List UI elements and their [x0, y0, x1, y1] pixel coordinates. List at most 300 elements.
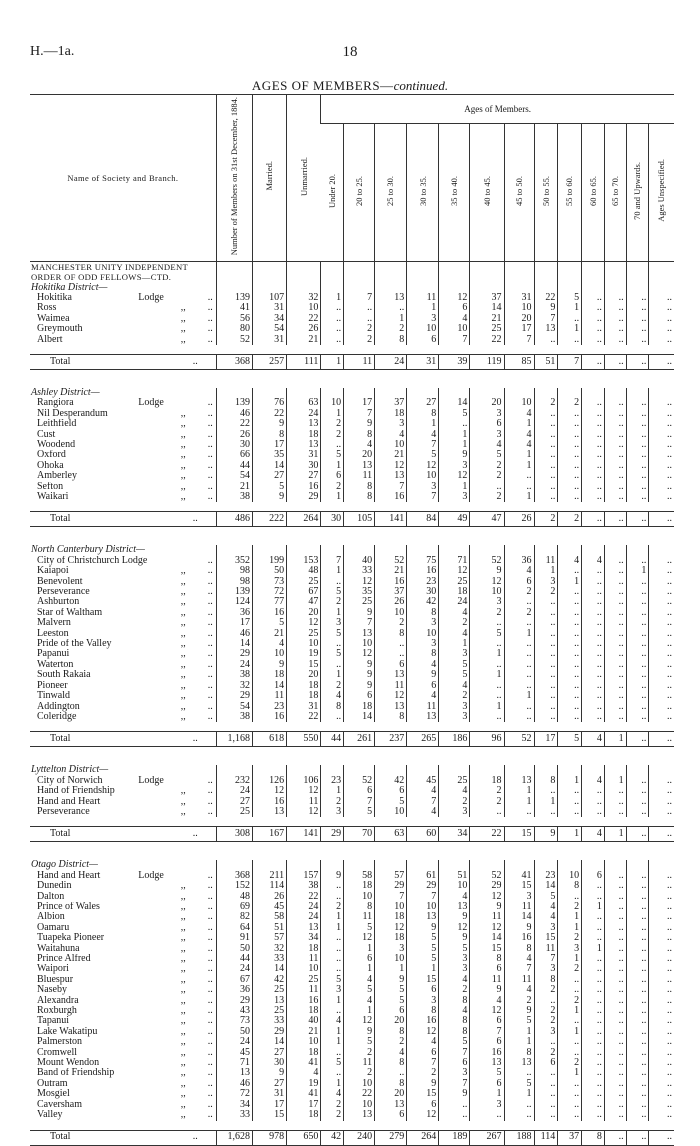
value-cell: 2 [375, 324, 407, 334]
total-cell: 9 [534, 827, 558, 842]
value-cell: 37 [470, 293, 504, 303]
value-cell: .. [649, 324, 674, 334]
value-cell: 34 [216, 1100, 252, 1110]
total-cell: 2 [534, 512, 558, 527]
empty-cell [504, 860, 534, 870]
value-cell: 1 [321, 608, 344, 618]
spacer-cell [30, 1121, 674, 1131]
value-cell: .. [534, 691, 558, 701]
leader-dots: .. [192, 355, 198, 367]
value-cell: .. [582, 1068, 605, 1078]
table-title [0, 78, 700, 94]
value-cell: 10 [344, 1100, 375, 1110]
value-cell: .. [558, 1110, 582, 1120]
value-cell: .. [582, 440, 605, 450]
empty-cell [470, 272, 504, 282]
table-row [30, 712, 674, 722]
value-cell: 5 [470, 1068, 504, 1078]
ditto-mark: ,, [180, 806, 186, 817]
value-cell: .. [534, 335, 558, 345]
value-cell: 10 [375, 608, 407, 618]
value-cell: 27 [287, 471, 321, 481]
value-cell: 7 [407, 797, 439, 807]
value-cell: 6 [321, 471, 344, 481]
empty-cell [470, 860, 504, 870]
value-cell: 1 [504, 1027, 534, 1037]
value-cell: .. [604, 335, 626, 345]
value-cell: 13 [407, 912, 439, 922]
total-cell: 8 [582, 1130, 605, 1145]
value-cell: 26 [253, 892, 287, 902]
total-label [30, 827, 216, 842]
table-row [30, 902, 674, 912]
value-cell: 2 [439, 985, 470, 995]
value-cell: 2 [534, 1016, 558, 1026]
ditto-mark: ,, [180, 324, 186, 335]
branch-label: Waikari [37, 492, 69, 503]
value-cell: 157 [287, 871, 321, 881]
value-cell: 9 [407, 923, 439, 933]
value-cell: 3 [439, 807, 470, 817]
value-cell: .. [534, 639, 558, 649]
value-cell: 13 [375, 293, 407, 303]
leader-dots: .. [207, 1068, 213, 1079]
value-cell: .. [558, 670, 582, 680]
column-header-age: 25 to 30. [375, 124, 407, 262]
value-cell: .. [649, 409, 674, 419]
value-cell: 26 [216, 430, 252, 440]
value-cell: 10 [470, 587, 504, 597]
empty-cell [216, 388, 252, 398]
branch-name [30, 409, 216, 419]
value-cell: .. [649, 314, 674, 324]
value-cell: 2 [558, 1058, 582, 1068]
branch-label: Dunedin [37, 881, 72, 892]
value-cell: 6 [407, 1048, 439, 1058]
empty-cell [407, 765, 439, 775]
value-cell: .. [534, 1068, 558, 1078]
spacer-row [30, 756, 674, 765]
value-cell: 41 [216, 303, 252, 313]
value-cell: 30 [287, 461, 321, 471]
total-cell: .. [649, 512, 674, 527]
value-cell: 1 [626, 566, 649, 576]
value-cell: .. [321, 660, 344, 670]
total-cell: 11 [344, 354, 375, 369]
value-cell: 20 [287, 670, 321, 680]
total-label [30, 732, 216, 747]
empty-cell [558, 545, 582, 555]
value-cell: 12 [439, 471, 470, 481]
empty-cell [407, 545, 439, 555]
value-cell: 69 [216, 902, 252, 912]
value-cell: 5 [558, 293, 582, 303]
ditto-mark: ,, [180, 933, 186, 944]
table-row [30, 881, 674, 891]
value-cell: 13 [470, 1058, 504, 1068]
value-cell: 34 [287, 933, 321, 943]
value-cell: .. [534, 409, 558, 419]
value-cell: .. [504, 681, 534, 691]
empty-cell [649, 860, 674, 870]
leader-dots: .. [207, 324, 213, 335]
value-cell: 13 [407, 712, 439, 722]
value-cell: 15 [407, 1089, 439, 1099]
empty-cell [534, 283, 558, 293]
value-cell: 12 [470, 892, 504, 902]
value-cell: 1 [504, 629, 534, 639]
table-row [30, 450, 674, 460]
branch-label: Nil Desperandum [37, 408, 108, 419]
value-cell: 6 [375, 786, 407, 796]
value-cell: 11 [344, 471, 375, 481]
value-cell: .. [649, 881, 674, 891]
value-cell: 17 [253, 440, 287, 450]
empty-cell [604, 765, 626, 775]
empty-cell [321, 272, 344, 282]
value-cell: 5 [375, 797, 407, 807]
value-cell: 61 [407, 871, 439, 881]
value-cell: 19 [287, 649, 321, 659]
value-cell: 24 [287, 902, 321, 912]
value-cell: .. [582, 1079, 605, 1089]
value-cell: 1 [582, 944, 605, 954]
leader-dots: .. [207, 806, 213, 817]
total-label [30, 354, 216, 369]
value-cell: 50 [253, 566, 287, 576]
branch-name [30, 303, 216, 313]
value-cell: 1 [504, 797, 534, 807]
branch-name [30, 1110, 216, 1120]
value-cell: 48 [287, 566, 321, 576]
value-cell: .. [649, 902, 674, 912]
value-cell: 24 [216, 660, 252, 670]
value-cell: .. [582, 482, 605, 492]
value-cell: 114 [253, 881, 287, 891]
value-cell: .. [582, 1048, 605, 1058]
value-cell: 14 [216, 639, 252, 649]
leader-dots: .. [192, 1131, 198, 1143]
value-cell: 25 [439, 776, 470, 786]
value-cell: .. [649, 776, 674, 786]
total-text: Total [50, 355, 71, 367]
value-cell: .. [626, 1016, 649, 1026]
value-cell: .. [649, 996, 674, 1006]
value-cell: 4 [504, 430, 534, 440]
value-cell: .. [649, 398, 674, 408]
value-cell: 4 [407, 1037, 439, 1047]
value-cell: 98 [216, 566, 252, 576]
value-cell: 17 [344, 398, 375, 408]
leader-dots: .. [207, 701, 213, 712]
value-cell: .. [604, 797, 626, 807]
value-cell: 57 [253, 933, 287, 943]
branch-name [30, 670, 216, 680]
branch-name [30, 566, 216, 576]
value-cell: .. [604, 577, 626, 587]
branch-label: Waitahuna [37, 943, 80, 954]
value-cell: 67 [287, 587, 321, 597]
value-cell: 16 [253, 712, 287, 722]
value-cell: .. [649, 1089, 674, 1099]
value-cell: 16 [504, 933, 534, 943]
total-cell: 96 [470, 732, 504, 747]
branch-name [30, 577, 216, 587]
value-cell: .. [582, 577, 605, 587]
value-cell: .. [558, 649, 582, 659]
empty-cell [504, 261, 534, 272]
value-cell: 42 [407, 597, 439, 607]
empty-cell [504, 388, 534, 398]
ditto-mark: ,, [180, 1099, 186, 1110]
value-cell: .. [626, 975, 649, 985]
branch-label: Leeston [37, 628, 69, 639]
value-cell: 2 [534, 1006, 558, 1016]
branch-name [30, 461, 216, 471]
table-row [30, 670, 674, 680]
value-cell: .. [649, 1027, 674, 1037]
empty-cell [582, 860, 605, 870]
value-cell: 5 [407, 933, 439, 943]
value-cell: 3 [407, 314, 439, 324]
value-cell: .. [626, 1089, 649, 1099]
value-cell: 2 [407, 1068, 439, 1078]
empty-cell [344, 261, 375, 272]
branch-label: Malvern [37, 618, 71, 629]
value-cell: 13 [375, 702, 407, 712]
value-cell: .. [534, 461, 558, 471]
spacer-cell [30, 345, 674, 355]
value-cell: 1 [558, 1027, 582, 1037]
value-cell: 43 [216, 1006, 252, 1016]
empty-cell [604, 272, 626, 282]
value-cell: 33 [253, 954, 287, 964]
leader-dots: .. [207, 786, 213, 797]
value-cell: .. [582, 398, 605, 408]
value-cell: 1 [375, 964, 407, 974]
value-cell: 9 [344, 1027, 375, 1037]
value-cell: 6 [470, 1079, 504, 1089]
total-label [30, 1130, 216, 1145]
table-row [30, 324, 674, 334]
ditto-mark: ,, [180, 680, 186, 691]
value-cell: .. [534, 681, 558, 691]
column-header-age: 45 to 50. [504, 124, 534, 262]
value-cell: .. [582, 964, 605, 974]
value-cell: 25 [470, 324, 504, 334]
value-cell: 10 [287, 964, 321, 974]
value-cell: 21 [470, 314, 504, 324]
row-label: Lyttelton District— [31, 765, 109, 776]
ditto-mark: ,, [180, 1037, 186, 1048]
total-cell: 111 [287, 354, 321, 369]
value-cell: 1 [470, 1089, 504, 1099]
value-cell: .. [649, 1058, 674, 1068]
value-cell: 3 [321, 985, 344, 995]
value-cell: .. [439, 1100, 470, 1110]
value-cell: .. [626, 649, 649, 659]
value-cell: .. [604, 587, 626, 597]
value-cell: .. [649, 975, 674, 985]
branch-label: Outram [37, 1078, 68, 1089]
value-cell: 10 [287, 1037, 321, 1047]
empty-cell [321, 545, 344, 555]
empty-cell [407, 261, 439, 272]
value-cell: .. [649, 807, 674, 817]
branch-label: Mount Wendon [37, 1058, 100, 1069]
branch-name [30, 691, 216, 701]
spacer-cell [30, 756, 674, 765]
total-cell: 52 [504, 732, 534, 747]
value-cell: .. [626, 923, 649, 933]
value-cell: .. [626, 303, 649, 313]
value-cell: 5 [344, 985, 375, 995]
value-cell: 12 [407, 1027, 439, 1037]
value-cell: .. [558, 691, 582, 701]
value-cell: .. [604, 649, 626, 659]
total-cell: 114 [534, 1130, 558, 1145]
value-cell: .. [582, 1037, 605, 1047]
leader-dots: .. [207, 691, 213, 702]
total-cell: 34 [439, 827, 470, 842]
value-cell: 3 [321, 807, 344, 817]
leader-dots: .. [207, 954, 213, 965]
value-cell: .. [626, 681, 649, 691]
value-cell: .. [604, 1058, 626, 1068]
ditto-mark: ,, [180, 670, 186, 681]
value-cell: 17 [216, 618, 252, 628]
value-cell: 3 [534, 1027, 558, 1037]
value-cell: 1 [321, 409, 344, 419]
value-cell: 2 [558, 902, 582, 912]
column-header-age: 70 and Upwards. [626, 124, 649, 262]
value-cell: 24 [439, 597, 470, 607]
value-cell: .. [321, 881, 344, 891]
value-cell: .. [604, 461, 626, 471]
value-cell: 38 [287, 881, 321, 891]
value-cell: 23 [534, 871, 558, 881]
value-cell: .. [582, 303, 605, 313]
empty-cell [253, 272, 287, 282]
branch-label: Hand of Friendship [37, 786, 115, 797]
value-cell: 4 [439, 314, 470, 324]
value-cell: 6 [470, 1016, 504, 1026]
value-cell: 19 [287, 1079, 321, 1089]
branch-label: Bluespur [37, 974, 74, 985]
value-cell: 10 [439, 324, 470, 334]
value-cell: 5 [439, 944, 470, 954]
branch-label: Naseby [37, 985, 67, 996]
value-cell: .. [558, 1037, 582, 1047]
column-header-name: Name of Society and Branch. [30, 95, 216, 262]
value-cell: 13 [287, 923, 321, 933]
value-cell: 5 [407, 954, 439, 964]
ditto-mark: ,, [180, 974, 186, 985]
value-cell: .. [558, 450, 582, 460]
value-cell: 6 [470, 1037, 504, 1047]
spacer-row [30, 369, 674, 379]
ditto-mark: ,, [180, 1068, 186, 1079]
value-cell: 4 [287, 1068, 321, 1078]
value-cell: .. [604, 923, 626, 933]
value-cell: 15 [470, 944, 504, 954]
column-header-age: 65 to 70. [604, 124, 626, 262]
empty-cell [649, 765, 674, 775]
value-cell: 3 [407, 996, 439, 1006]
table-row [30, 1079, 674, 1089]
branch-name [30, 807, 216, 817]
value-cell: .. [604, 293, 626, 303]
value-cell: 16 [253, 797, 287, 807]
total-cell: .. [582, 512, 605, 527]
value-cell: .. [626, 492, 649, 502]
value-cell: 10 [558, 871, 582, 881]
leader-dots: .. [207, 912, 213, 923]
value-cell: .. [604, 712, 626, 722]
value-cell: .. [470, 482, 504, 492]
value-cell: 14 [470, 933, 504, 943]
column-header-unmarried: Unmarried. [287, 95, 321, 262]
branch-name [30, 450, 216, 460]
value-cell: 38 [216, 492, 252, 502]
total-cell: 2 [558, 512, 582, 527]
value-cell: 1 [534, 566, 558, 576]
value-cell: .. [534, 482, 558, 492]
value-cell: 11 [470, 975, 504, 985]
total-cell: 486 [216, 512, 252, 527]
leader-dots: .. [192, 828, 198, 840]
value-cell: .. [626, 954, 649, 964]
spacer-cell [30, 536, 674, 545]
branch-name [30, 892, 216, 902]
value-cell: 15 [407, 975, 439, 985]
value-cell: 1 [604, 776, 626, 786]
total-cell: 39 [439, 354, 470, 369]
value-cell: 8 [470, 954, 504, 964]
ditto-mark: ,, [180, 313, 186, 324]
branch-name [30, 398, 216, 408]
leader-dots: .. [207, 639, 213, 650]
empty-cell [582, 765, 605, 775]
value-cell: .. [582, 324, 605, 334]
value-cell: .. [626, 597, 649, 607]
ditto-mark: ,, [180, 566, 186, 577]
ditto-mark: ,, [180, 334, 186, 345]
value-cell: 2 [321, 681, 344, 691]
value-cell: .. [582, 923, 605, 933]
value-cell: .. [649, 871, 674, 881]
branch-name [30, 1037, 216, 1047]
branch-name [30, 471, 216, 481]
value-cell: 18 [287, 1006, 321, 1016]
value-cell: 13 [344, 461, 375, 471]
empty-cell [321, 388, 344, 398]
value-cell: 10 [375, 807, 407, 817]
value-cell: .. [626, 335, 649, 345]
value-cell: 42 [375, 776, 407, 786]
branch-label: Leithfield [37, 419, 77, 430]
value-cell: .. [649, 954, 674, 964]
branch-label: Perseverance [37, 587, 90, 598]
table-row [30, 1048, 674, 1058]
value-cell: 24 [216, 786, 252, 796]
total-cell: 978 [253, 1130, 287, 1145]
value-cell: 8 [321, 702, 344, 712]
leader-dots: .. [207, 901, 213, 912]
ditto-mark: ,, [180, 639, 186, 650]
value-cell: 32 [287, 293, 321, 303]
value-cell: .. [626, 398, 649, 408]
